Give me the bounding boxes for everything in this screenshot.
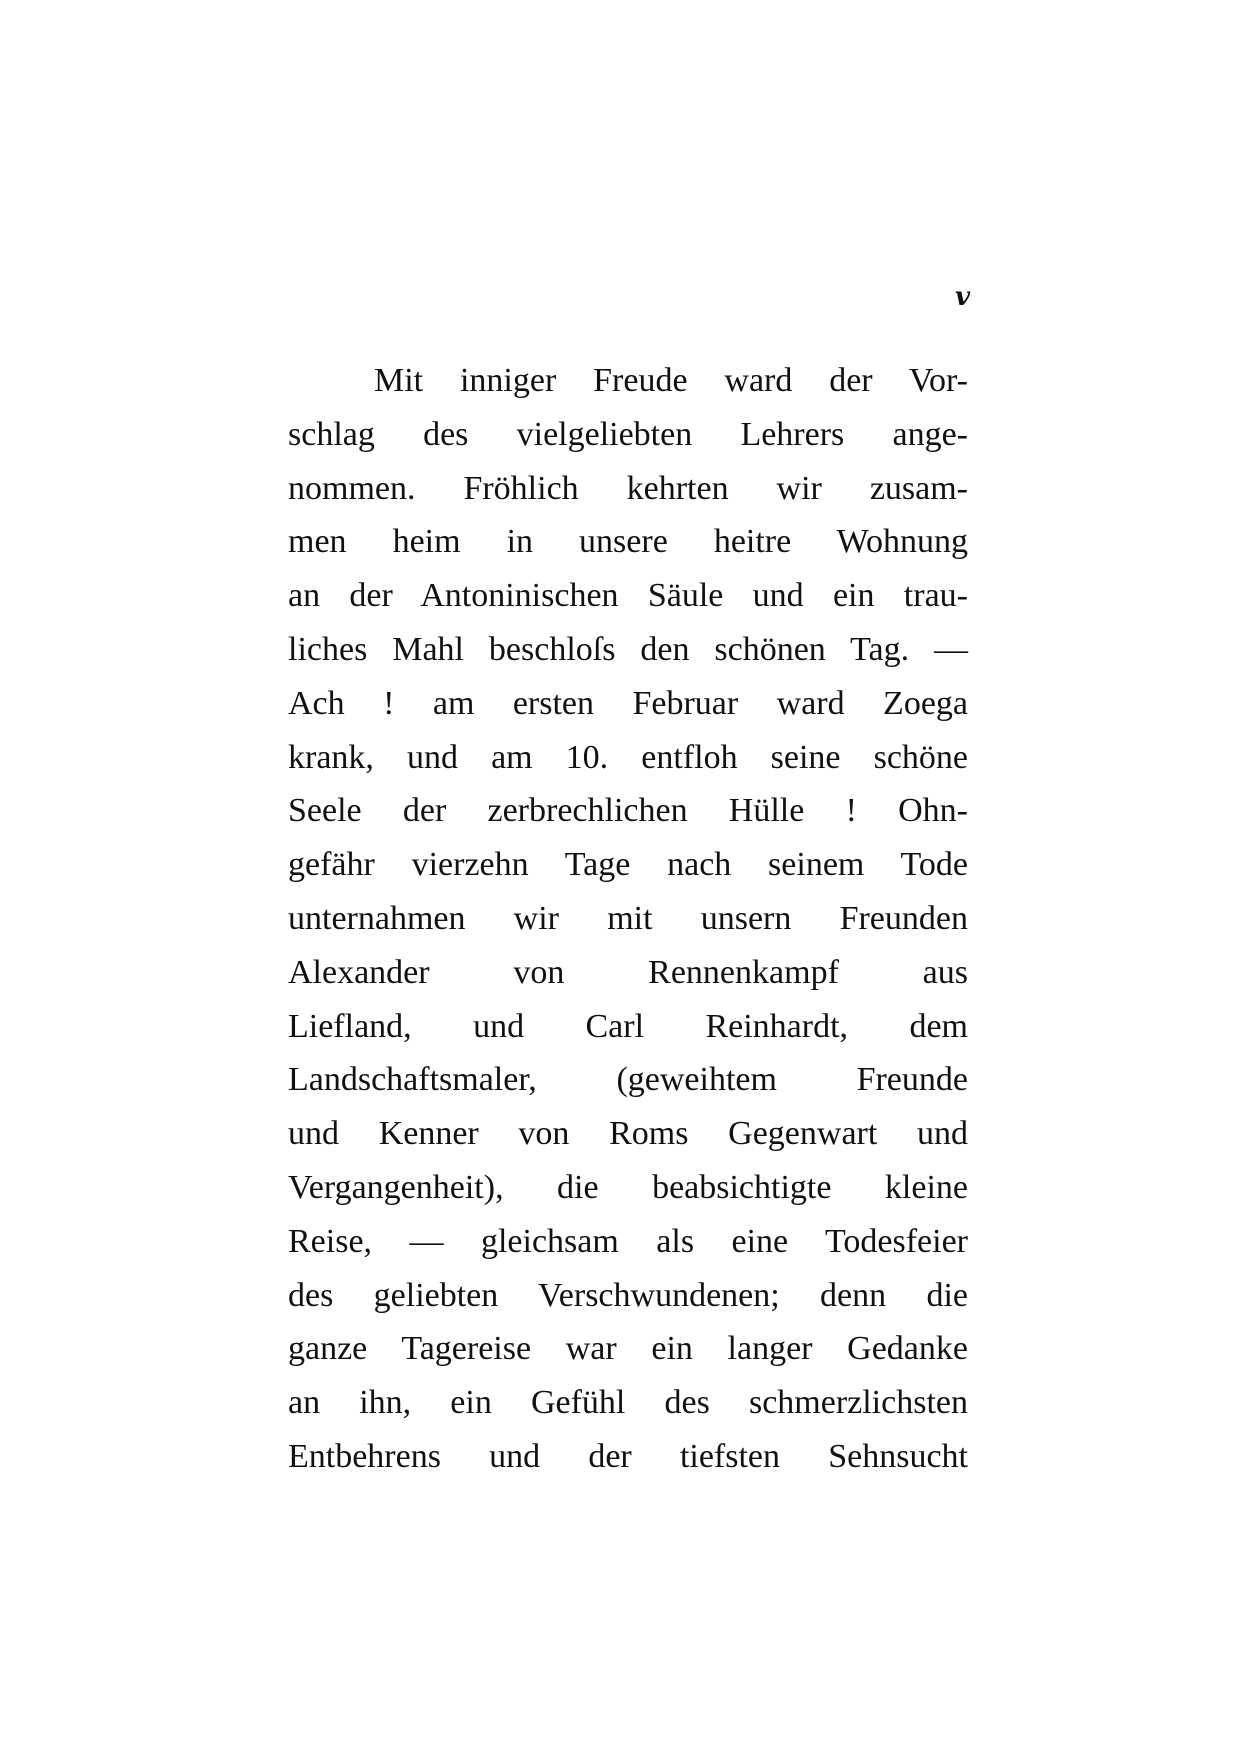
text-line: Mit inniger Freude ward der Vor- [374, 362, 968, 399]
text-line: Seele der zerbrechlichen Hülle ! Ohn- [288, 792, 968, 830]
text-line: des geliebten Verschwundenen; denn die [288, 1276, 968, 1314]
text-line: Landschaftsmaler, (geweihtem Freunde [288, 1061, 968, 1099]
text-line: und Kenner von Roms Gegenwart und [288, 1115, 968, 1153]
text-line: ganze Tagereise war ein langer Gedanke [288, 1330, 968, 1368]
text-line: krank, und am 10. entfloh seine schöne [288, 738, 968, 776]
text-line: unternahmen wir mit unsern Freunden [288, 899, 968, 937]
text-line: Liefland, und Carl Reinhardt, dem [288, 1007, 968, 1045]
text-line: schlag des vielgeliebten Lehrers ange- [288, 415, 968, 453]
text-line: gefähr vierzehn Tage nach seinem Tode [288, 846, 968, 884]
page-number: v [955, 282, 971, 312]
text-line: nommen. Fröhlich kehrten wir zusam- [288, 469, 968, 507]
text-line: an ihn, ein Gefühl des schmerzlichsten [288, 1384, 968, 1422]
text-line: men heim in unsere heitre Wohnung [288, 523, 968, 561]
text-line: Entbehrens und der tiefsten Sehnsucht [288, 1437, 968, 1475]
text-line: Reise, — gleichsam als eine Todesfeier [288, 1222, 968, 1260]
text-line: Ach ! am ersten Februar ward Zoega [288, 684, 968, 722]
text-line: liches Mahl beschloſs den schönen Tag. — [288, 630, 968, 668]
text-line: Vergangenheit), die beabsichtigte kleine [288, 1168, 968, 1206]
text-line: Alexander von Rennenkampf aus [288, 953, 968, 991]
text-line: an der Antoninischen Säule und ein trau- [288, 577, 968, 615]
body-text [288, 354, 968, 1484]
